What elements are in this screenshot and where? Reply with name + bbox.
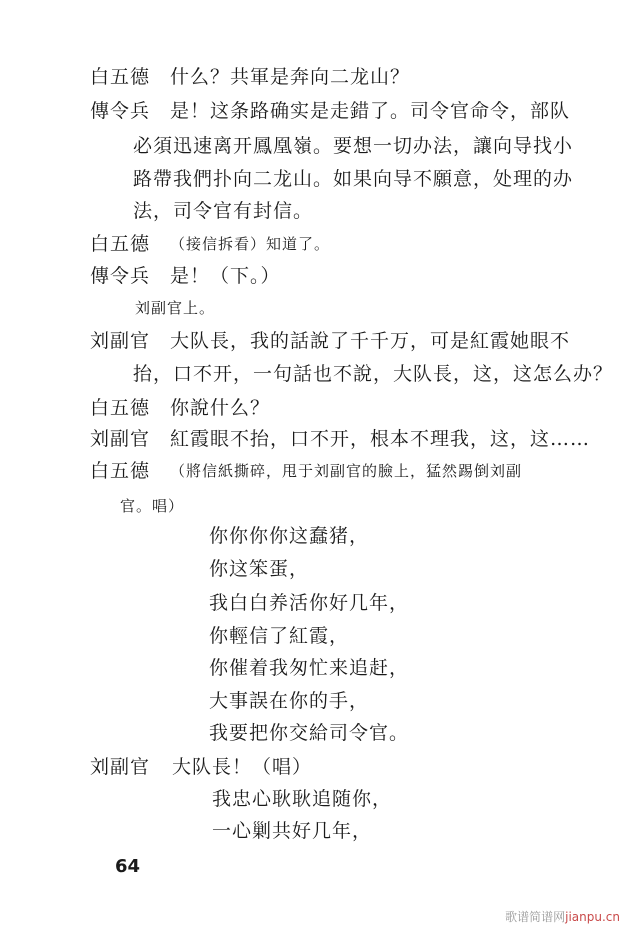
speaker-name: 白五德 <box>90 397 151 419</box>
script-line: 刘副官上。 <box>135 299 216 317</box>
speaker-name: 刘副官 <box>90 428 151 450</box>
speaker-name: 傳令兵 <box>90 100 151 122</box>
script-line: （將信紙撕碎，甩于刘副官的臉上，猛然踢倒刘副 <box>170 462 523 480</box>
watermark-latin: jianpu.cn <box>565 910 620 924</box>
script-line: 什么？共軍是奔向二龙山？ <box>170 66 411 88</box>
script-line: 大队長，我的話說了千千万，可是紅霞她眼不 <box>170 330 571 352</box>
script-line: 你輕信了紅霞， <box>209 625 350 647</box>
script-line: 官。唱） <box>120 497 185 515</box>
script-line: 一心剿共好几年， <box>212 820 373 842</box>
watermark-cn: 歌谱简谱网 <box>505 910 566 924</box>
script-line: 是！（下。） <box>170 265 281 287</box>
speaker-name: 刘副官 <box>90 756 151 778</box>
watermark <box>505 908 620 925</box>
script-line: 是！这条路确实是走錯了。司令官命令，部队 <box>170 100 571 122</box>
script-line: 你你你你这蠢猪， <box>209 525 370 547</box>
script-line: 必須迅速离开鳳凰嶺。要想一切办法，讓向导找小 <box>133 135 574 157</box>
page-number: 64 <box>115 856 141 877</box>
script-line: 路帶我們扑向二龙山。如果向导不願意，处理的办 <box>133 168 574 190</box>
speaker-name: 白五德 <box>90 66 151 88</box>
script-line: 我要把你交給司令官。 <box>209 722 410 744</box>
script-line: 抬，口不开，一句話也不說，大队長，这，这怎么办？ <box>133 363 614 385</box>
speaker-name: 刘副官 <box>90 330 151 352</box>
script-line: 大队長！（唱） <box>172 756 313 778</box>
script-line: 你催着我匆忙来追赶， <box>209 657 410 679</box>
speaker-name: 白五德 <box>90 460 151 482</box>
script-line: 紅霞眼不抬，口不开，根本不理我，这，这…… <box>170 428 591 450</box>
script-line: 你这笨蛋， <box>209 558 310 580</box>
script-line: （接信拆看）知道了。 <box>170 235 331 253</box>
script-line: 法，司令官有封信。 <box>133 200 314 222</box>
speaker-name: 白五德 <box>90 233 151 255</box>
script-line: 大事誤在你的手， <box>209 690 370 712</box>
script-line: 我白白养活你好几年， <box>209 592 410 614</box>
script-line: 你說什么？ <box>170 397 271 419</box>
script-line: 我忠心耿耿追随你， <box>212 788 393 810</box>
speaker-name: 傳令兵 <box>90 265 151 287</box>
